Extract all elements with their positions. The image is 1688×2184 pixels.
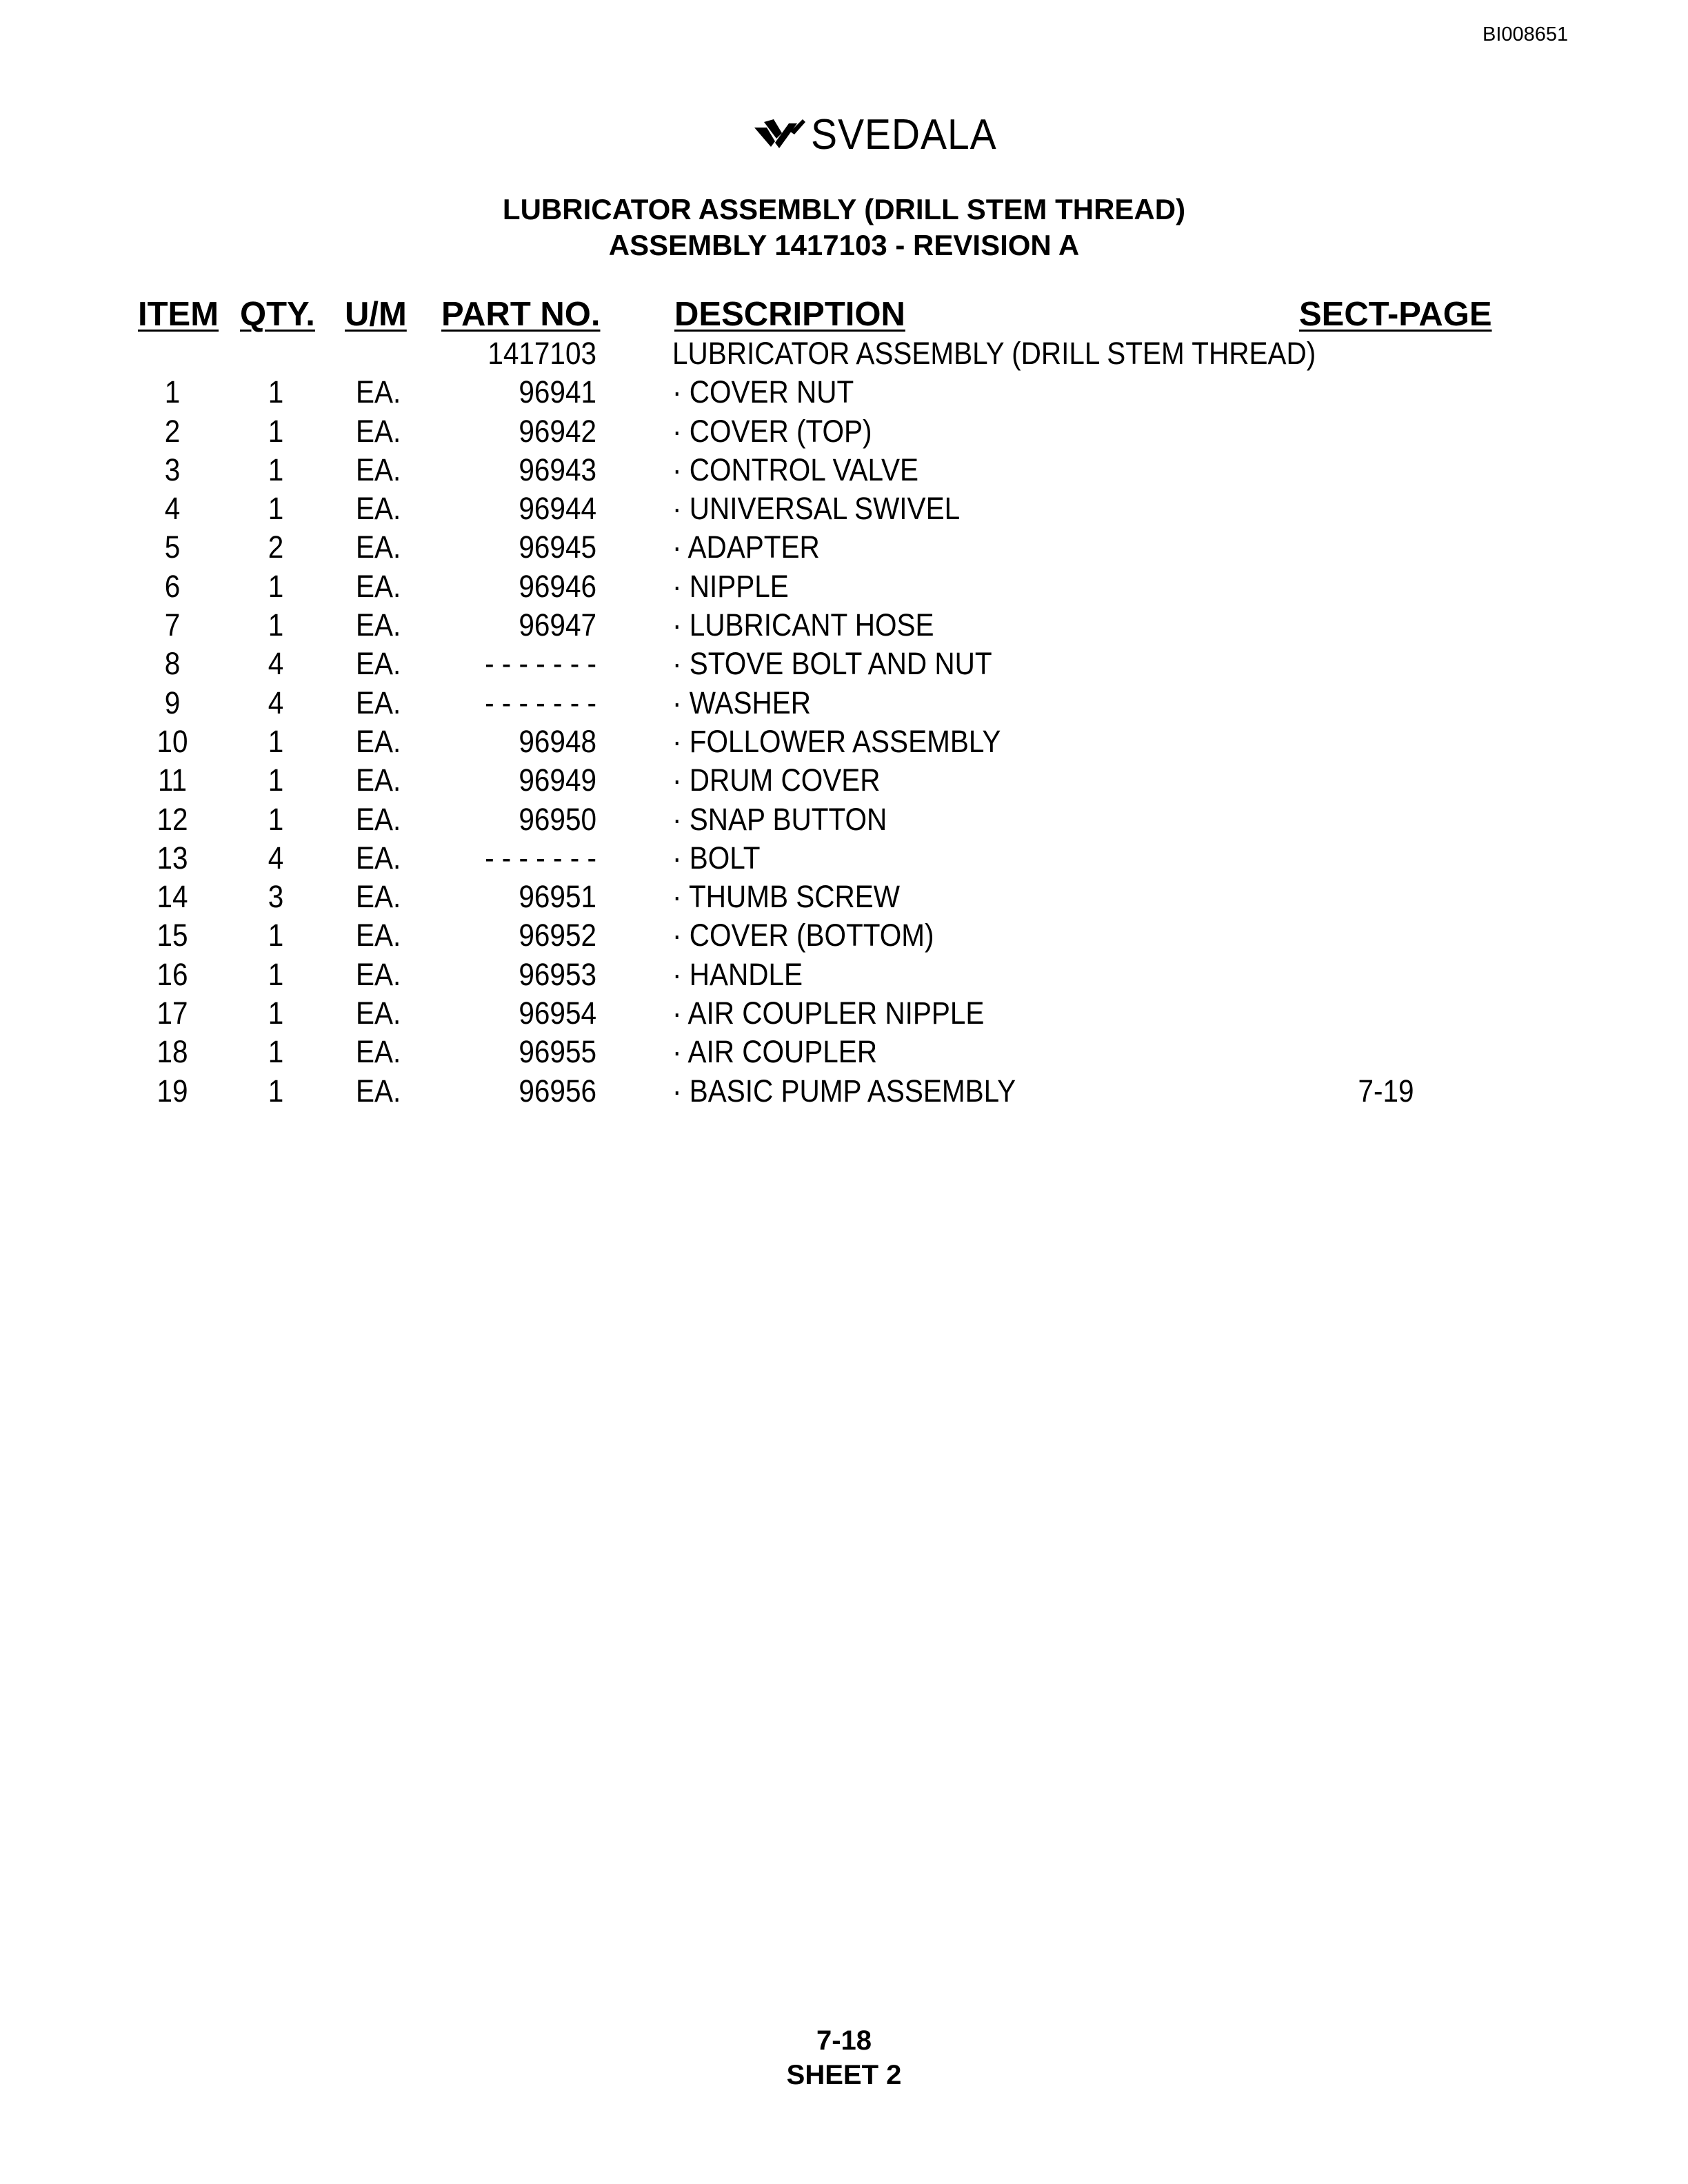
table-row bbox=[0, 957, 1688, 995]
row-item-number: 18 bbox=[157, 1034, 188, 1070]
row-item-number: 7 bbox=[164, 607, 181, 643]
row-quantity: 4 bbox=[268, 840, 284, 876]
row-unit-of-measure: EA. bbox=[356, 452, 401, 487]
row-part-number: 96943 bbox=[519, 452, 596, 487]
row-unit-of-measure: EA. bbox=[356, 879, 401, 915]
row-part-number: 96955 bbox=[519, 1034, 596, 1070]
row-quantity: 1 bbox=[268, 801, 284, 837]
row-part-number: 96950 bbox=[519, 801, 596, 837]
row-part-number: 96946 bbox=[519, 568, 596, 604]
row-quantity: 1 bbox=[268, 1073, 284, 1109]
table-row bbox=[0, 374, 1688, 413]
row-quantity: 1 bbox=[268, 762, 284, 798]
row-part-number: 96952 bbox=[519, 918, 596, 953]
row-unit-of-measure: EA. bbox=[356, 723, 401, 759]
row-item-number: 12 bbox=[157, 801, 188, 837]
row-description: · ADAPTER bbox=[672, 529, 820, 565]
row-item-number: 10 bbox=[157, 723, 188, 759]
row-part-number: 96951 bbox=[519, 879, 596, 915]
row-unit-of-measure: EA. bbox=[356, 762, 401, 798]
row-part-number: 96945 bbox=[519, 529, 596, 565]
row-part-number: 96949 bbox=[519, 762, 596, 798]
header-sect-page: SECT-PAGE bbox=[1299, 296, 1492, 333]
table-row bbox=[0, 762, 1688, 801]
row-quantity: 1 bbox=[268, 1034, 284, 1070]
row-item-number: 13 bbox=[157, 840, 188, 876]
row-item-number: 6 bbox=[164, 568, 181, 604]
row-description: · HANDLE bbox=[672, 956, 803, 992]
table-row bbox=[0, 724, 1688, 762]
row-item-number: 4 bbox=[164, 491, 181, 527]
table-row bbox=[0, 607, 1688, 646]
svedala-chevron-logo-icon bbox=[752, 118, 807, 152]
row-unit-of-measure: EA. bbox=[356, 1034, 401, 1070]
row-quantity: 1 bbox=[268, 956, 284, 992]
row-part-number: 96944 bbox=[519, 491, 596, 527]
table-row bbox=[0, 529, 1688, 568]
row-unit-of-measure: EA. bbox=[356, 529, 401, 565]
row-part-number: 96953 bbox=[519, 956, 596, 992]
document-title: LUBRICATOR ASSEMBLY (DRILL STEM THREAD) bbox=[502, 193, 1186, 225]
row-part-number: 96941 bbox=[519, 374, 596, 410]
row-quantity: 4 bbox=[268, 685, 284, 720]
row-item-number: 17 bbox=[157, 995, 188, 1031]
row-unit-of-measure: EA. bbox=[356, 568, 401, 604]
table-row bbox=[0, 879, 1688, 918]
table-row bbox=[0, 685, 1688, 724]
row-item-number: 1 bbox=[164, 374, 181, 410]
assembly-subtitle: ASSEMBLY 1417103 - REVISION A bbox=[608, 229, 1080, 261]
row-description: · STOVE BOLT AND NUT bbox=[672, 646, 992, 682]
row-part-number: - - - - - - - bbox=[485, 840, 596, 876]
table-row bbox=[0, 840, 1688, 879]
row-description: · NIPPLE bbox=[672, 568, 789, 604]
row-item-number: 3 bbox=[164, 452, 181, 487]
row-description: · CONTROL VALVE bbox=[672, 452, 919, 487]
row-description: · AIR COUPLER NIPPLE bbox=[672, 995, 985, 1031]
parts-table-body bbox=[0, 336, 1688, 1112]
svedala-logo bbox=[752, 110, 1013, 159]
row-part-number: 1417103 bbox=[488, 336, 596, 371]
row-description: · DRUM COVER bbox=[672, 762, 881, 798]
row-quantity: 1 bbox=[268, 723, 284, 759]
table-row bbox=[0, 336, 1688, 374]
row-unit-of-measure: EA. bbox=[356, 607, 401, 643]
header-item: ITEM bbox=[138, 296, 219, 333]
row-part-number: 96948 bbox=[519, 723, 596, 759]
row-quantity: 1 bbox=[268, 607, 284, 643]
row-description: · BASIC PUMP ASSEMBLY bbox=[672, 1073, 1016, 1109]
table-row bbox=[0, 569, 1688, 607]
row-unit-of-measure: EA. bbox=[356, 995, 401, 1031]
table-row bbox=[0, 646, 1688, 685]
row-description: · BOLT bbox=[672, 840, 761, 876]
row-unit-of-measure: EA. bbox=[356, 646, 401, 682]
document-id: BI008651 bbox=[1483, 23, 1569, 46]
row-part-number: 96947 bbox=[519, 607, 596, 643]
row-item-number: 9 bbox=[164, 685, 181, 720]
table-row bbox=[0, 414, 1688, 452]
row-part-number: 96942 bbox=[519, 413, 596, 449]
row-description: · COVER NUT bbox=[672, 374, 854, 410]
row-quantity: 1 bbox=[268, 918, 284, 953]
table-row bbox=[0, 918, 1688, 956]
row-quantity: 4 bbox=[268, 646, 284, 682]
row-quantity: 1 bbox=[268, 413, 284, 449]
row-unit-of-measure: EA. bbox=[356, 956, 401, 992]
row-item-number: 5 bbox=[164, 529, 181, 565]
row-quantity: 1 bbox=[268, 452, 284, 487]
row-unit-of-measure: EA. bbox=[356, 491, 401, 527]
row-part-number: - - - - - - - bbox=[485, 685, 596, 720]
row-quantity: 1 bbox=[268, 491, 284, 527]
row-item-number: 8 bbox=[164, 646, 181, 682]
row-description: · COVER (TOP) bbox=[672, 413, 872, 449]
sheet-number: SHEET 2 bbox=[786, 2060, 902, 2090]
table-row bbox=[0, 452, 1688, 491]
header-part-no: PART NO. bbox=[441, 296, 601, 333]
row-description: · UNIVERSAL SWIVEL bbox=[672, 491, 961, 527]
row-description: · LUBRICANT HOSE bbox=[672, 607, 934, 643]
row-unit-of-measure: EA. bbox=[356, 1073, 401, 1109]
row-quantity: 1 bbox=[268, 995, 284, 1031]
table-row bbox=[0, 491, 1688, 529]
row-part-number: 96954 bbox=[519, 995, 596, 1031]
row-unit-of-measure: EA. bbox=[356, 413, 401, 449]
row-item-number: 11 bbox=[157, 762, 188, 798]
table-row bbox=[0, 1073, 1688, 1112]
row-unit-of-measure: EA. bbox=[356, 801, 401, 837]
table-row bbox=[0, 995, 1688, 1034]
header-um: U/M bbox=[345, 296, 407, 333]
row-item-number: 14 bbox=[157, 879, 188, 915]
row-description: · WASHER bbox=[672, 685, 812, 720]
row-quantity: 3 bbox=[268, 879, 284, 915]
page-number: 7-18 bbox=[816, 2025, 872, 2056]
row-description: · AIR COUPLER bbox=[672, 1034, 878, 1070]
row-unit-of-measure: EA. bbox=[356, 685, 401, 720]
row-item-number: 19 bbox=[157, 1073, 188, 1109]
row-description: · FOLLOWER ASSEMBLY bbox=[672, 723, 1001, 759]
table-row bbox=[0, 802, 1688, 840]
row-unit-of-measure: EA. bbox=[356, 918, 401, 953]
row-quantity: 1 bbox=[268, 568, 284, 604]
header-description: DESCRIPTION bbox=[674, 296, 905, 333]
row-quantity: 1 bbox=[268, 374, 284, 410]
header-qty: QTY. bbox=[240, 296, 315, 333]
row-item-number: 15 bbox=[157, 918, 188, 953]
row-item-number: 2 bbox=[164, 413, 181, 449]
row-description: · SNAP BUTTON bbox=[672, 801, 887, 837]
row-quantity: 2 bbox=[268, 529, 284, 565]
row-unit-of-measure: EA. bbox=[356, 840, 401, 876]
row-part-number: 96956 bbox=[519, 1073, 596, 1109]
row-unit-of-measure: EA. bbox=[356, 374, 401, 410]
row-description: LUBRICATOR ASSEMBLY (DRILL STEM THREAD) bbox=[672, 336, 1316, 371]
row-description: · THUMB SCREW bbox=[672, 879, 901, 915]
row-item-number: 16 bbox=[157, 956, 188, 992]
table-row bbox=[0, 1034, 1688, 1073]
row-part-number: - - - - - - - bbox=[485, 646, 596, 682]
logo-text: SVEDALA bbox=[811, 111, 997, 159]
row-description: · COVER (BOTTOM) bbox=[672, 918, 934, 953]
row-sect-page: 7-19 bbox=[1358, 1073, 1414, 1109]
